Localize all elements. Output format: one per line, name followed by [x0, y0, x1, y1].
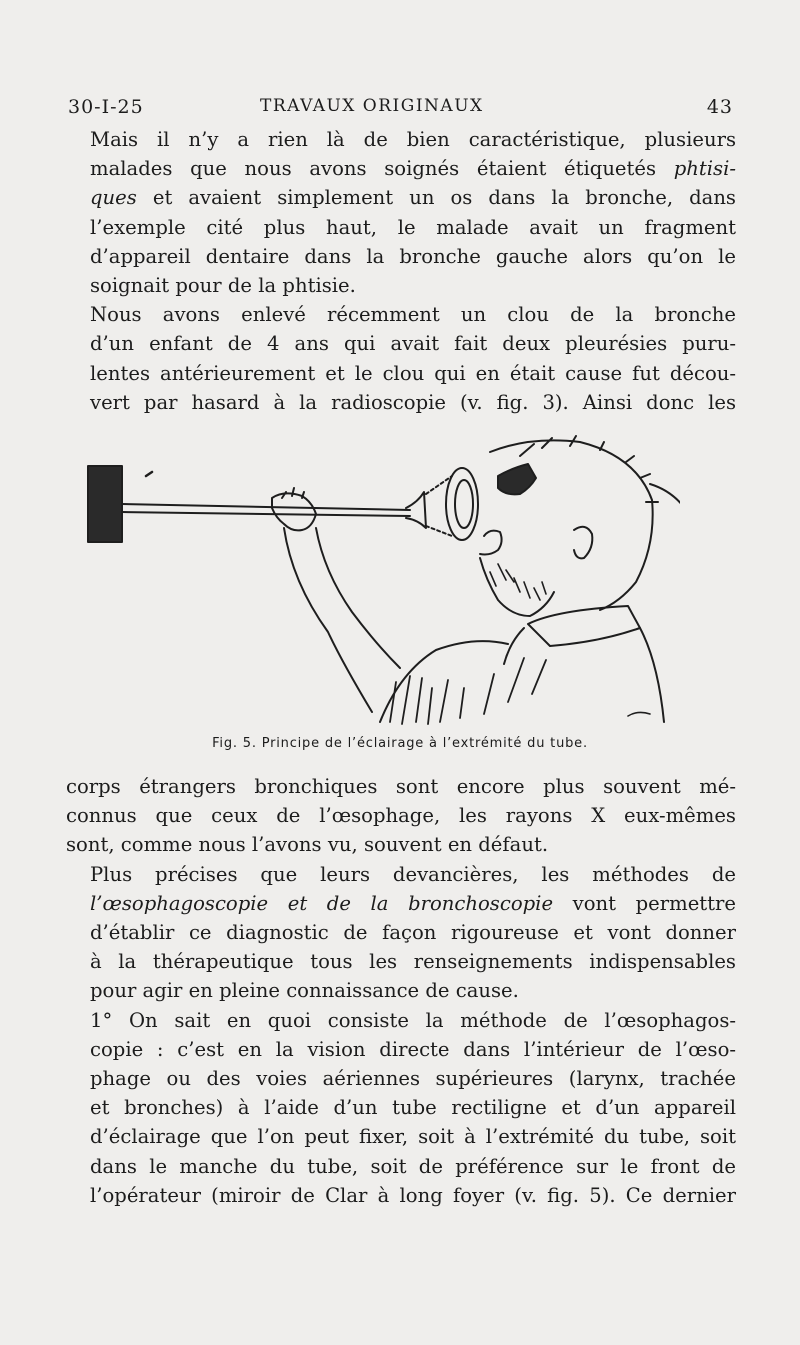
text-line: soignait pour de la phtisie.: [90, 274, 356, 298]
text-line: et bronches) à l’aide d’un tube rectiligne et d’un appareil: [90, 1096, 736, 1120]
header-date: 30-I-25: [68, 96, 144, 118]
figure-caption: Fig. 5. Principe de l’éclairage à l’extrémité du tube.: [212, 736, 588, 751]
bronchoscope-illustration: [80, 432, 680, 732]
page-number: 43: [706, 96, 733, 118]
text-block-bottom: [66, 772, 736, 1210]
text-line: dans le manche du tube, soit de préférence sur le front de: [90, 1154, 736, 1178]
text-line: l’exemple cité plus haut, le malade avait un fragment: [90, 215, 736, 239]
paragraph: [66, 300, 736, 417]
text-line: 1° On sait en quoi consiste la méthode de l’œsophagos-: [90, 1008, 736, 1032]
ear: [574, 527, 592, 559]
running-header: [68, 96, 733, 122]
text-line: Mais il n’y a rien là de bien caractéristique, plusieurs: [90, 128, 736, 151]
italic-term: l’œsophagoscopie et de la bronchoscopie: [90, 891, 554, 915]
text-line: d’un enfant de 4 ans qui avait fait deux pleurésies puru-: [90, 332, 736, 356]
hand: [272, 493, 316, 530]
collar: [528, 606, 640, 646]
text-line: l’opérateur (miroir de Clar à long foyer (v. fig. 5). Ce dernier: [90, 1183, 736, 1207]
text-line: [66, 154, 736, 183]
face: [498, 464, 536, 494]
text-line: [66, 183, 736, 212]
text-line: Plus précises que leurs devancières, les méthodes de: [90, 862, 736, 886]
italic-term: ques: [90, 186, 137, 210]
text-line: [66, 889, 736, 918]
paragraph: [66, 1006, 736, 1210]
target-block: [88, 466, 122, 542]
text-line: Nous avons enlevé récemment un clou de la bronche: [90, 303, 736, 327]
text-line: d’établir ce diagnostic de façon rigoureuse et vont donner: [90, 921, 736, 945]
text-line: connus que ceux de l’œsophage, les rayons X eux-mêmes: [66, 804, 736, 828]
italic-term: phtisi-: [673, 157, 736, 181]
text-line: corps étrangers bronchiques sont encore plus souvent mé-: [66, 775, 736, 798]
header-section-title: TRAVAUX ORIGINAUX: [260, 96, 484, 116]
text-line: à la thérapeutique tous les renseignements indispensables: [90, 950, 736, 974]
head: [490, 440, 653, 610]
text-line: vert par hasard à la radioscopie (v. fig. 3). Ainsi donc les: [90, 390, 736, 414]
text-span: malades que nous avons soignés étaient étiquetés: [90, 157, 674, 181]
text-line: d’éclairage que l’on peut fixer, soit à l’extrémité du tube, soit: [90, 1125, 736, 1149]
text-line: d’appareil dentaire dans la bronche gauche alors qu’on le: [90, 244, 736, 268]
paragraph: [66, 772, 736, 860]
figure-illustration: [80, 432, 680, 732]
tube: [122, 504, 410, 516]
text-line: lentes antérieurement et le clou qui en était cause fut décou-: [90, 361, 736, 385]
paragraph: [66, 860, 736, 1006]
text-line: sont, comme nous l’avons vu, souvent en défaut.: [66, 833, 549, 857]
text-span: vont permettre: [553, 891, 736, 915]
arm: [284, 528, 400, 712]
text-line: copie : c’est en la vision directe dans l’intérieur de l’œso-: [90, 1037, 736, 1061]
text-line: pour agir en pleine connaissance de cause.: [90, 979, 519, 1003]
paragraph: [66, 125, 736, 300]
text-line: phage ou des voies aériennes supérieures (larynx, trachée: [90, 1067, 736, 1091]
text-span: et avaient simplement un os dans la bronche, dans: [136, 186, 736, 210]
text-block-top: [66, 125, 736, 417]
